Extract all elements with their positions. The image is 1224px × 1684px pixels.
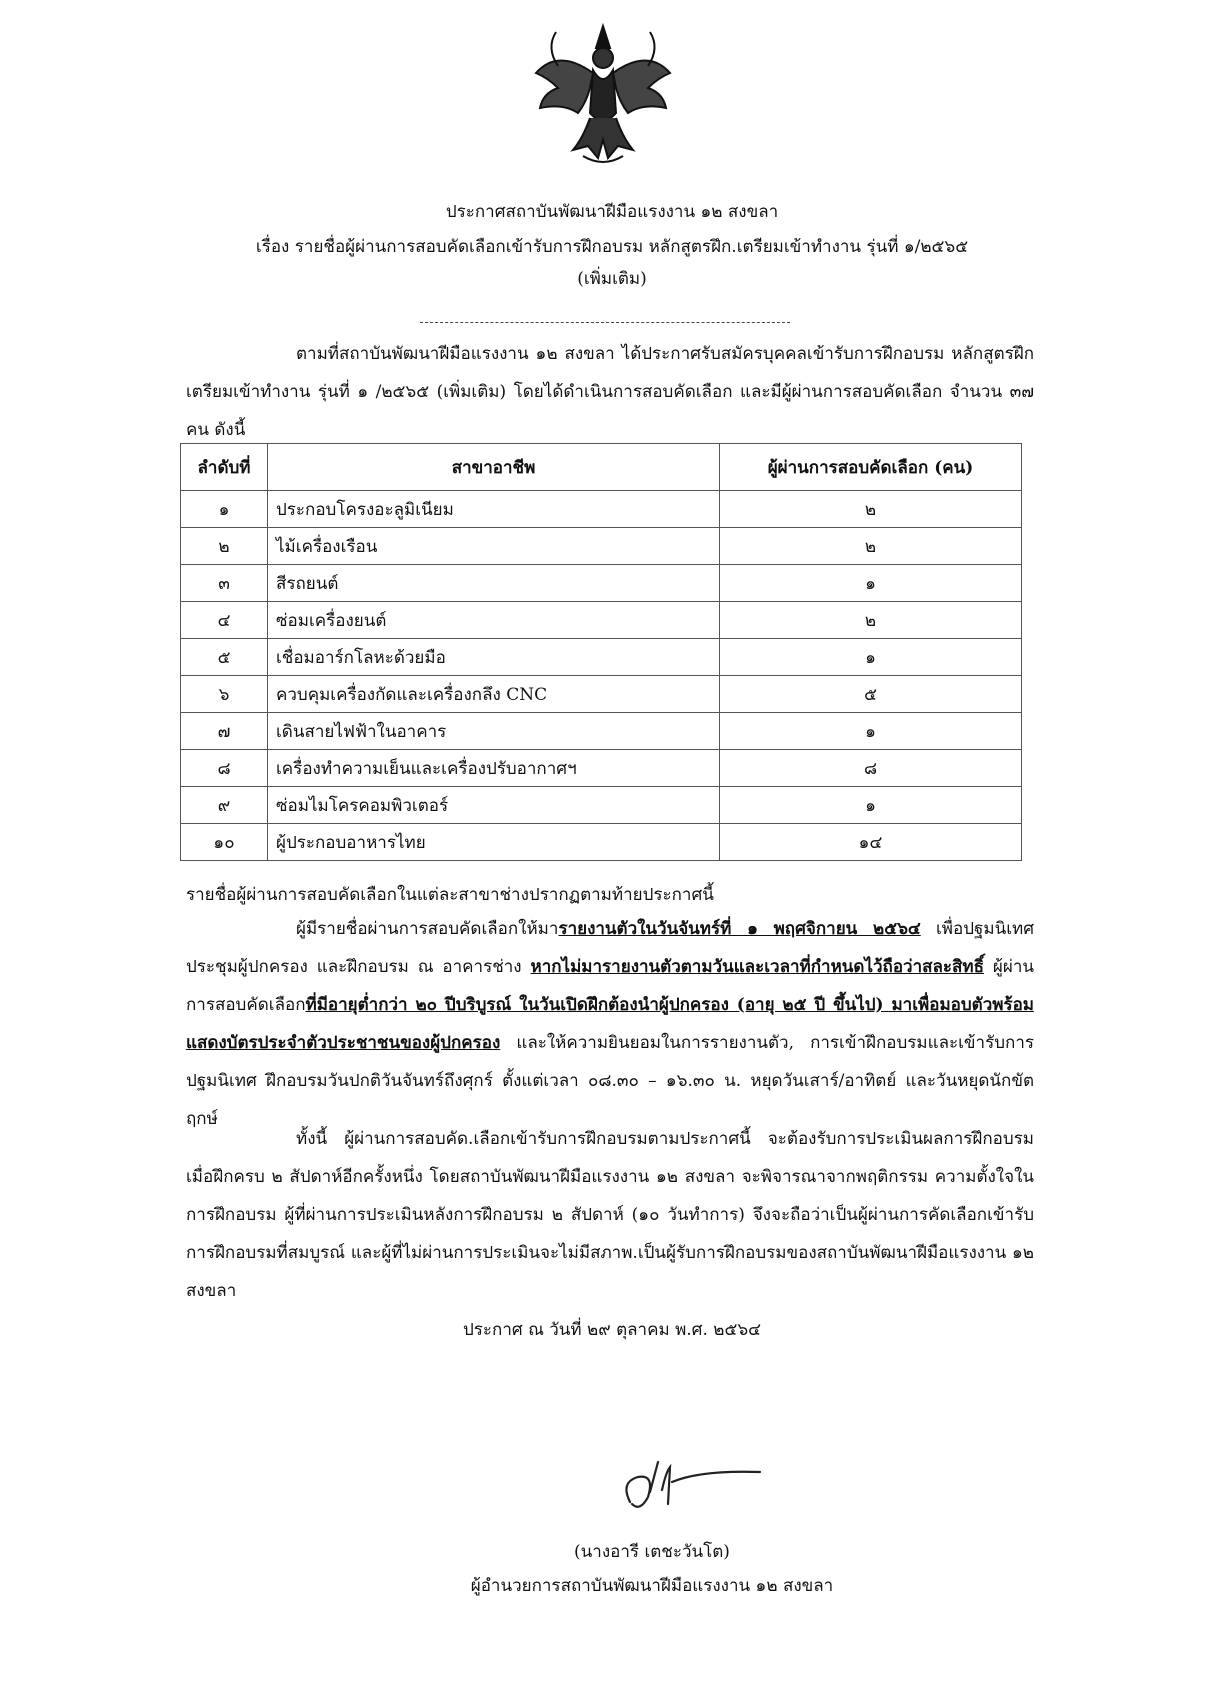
row-branch: ประกอบโครงอะลูมิเนียม <box>268 491 720 528</box>
row-order: ๑ <box>181 491 268 528</box>
signature-icon <box>610 1442 770 1532</box>
table-row <box>181 565 1022 602</box>
row-order: ๗ <box>181 713 268 750</box>
row-order: ๙ <box>181 787 268 824</box>
evaluation-paragraph: ทั้งนี้ ผู้ผ่านการสอบคัด.เลือกเข้ารับการฝึกอบรมตามประกาศนี้ จะต้องรับการประเมินผลการฝึกอบรมเมื่อฝึกครบ ๒ สัปดาห์อีกครั้งหนึ่ง โดยสถาบันพัฒนาฝีมือแรงงาน ๑๒ สงขลา จะพิจารณาจากพฤติกรรม ความตั้งใจในการฝึกอบรม ผู้ที่ผ่านการประเมินหลังการฝึกอบรม ๒ สัปดาห์ (๑๐ วันทำการ) จึงจะถือว่าเป็นผู้ผ่านการคัดเลือกเข้ารับการฝึกอบรมที่สมบูรณ์ และผู้ที่ไม่ผ่านการประเมินจะไม่มีสภาพ.เป็นผู้รับการฝึกอบรมของสถาบันพัฒนาฝีมือแรงงาน ๑๒ สงขลา <box>186 1129 1034 1301</box>
row-branch: เดินสายไฟฟ้าในอาคาร <box>268 713 720 750</box>
row-count: ๒ <box>720 602 1022 639</box>
addendum-label: (เพิ่มเติม) <box>577 269 647 289</box>
table-row <box>181 824 1022 861</box>
signer-position: ผู้อำนวยการสถาบันพัฒนาฝีมือแรงงาน ๑๒ สงขลา <box>470 1576 834 1596</box>
row-branch: ซ่อมไมโครคอมพิวเตอร์ <box>268 787 720 824</box>
report-paragraph <box>186 910 1034 1138</box>
forfeit-notice-underlined: หากไม่มารายงานตัวตามวันและเวลาที่กำหนดไว้ถือว่าสละสิทธิ์ <box>530 957 985 977</box>
subject-line: เรื่อง รายชื่อผู้ผ่านการสอบคัดเลือกเข้ารับการฝึกอบรม หลักสูตรฝึก.เตรียมเข้าทำงาน รุ่นที่ ๑/๒๕๖๕ <box>255 237 969 257</box>
row-count: ๑ <box>720 639 1022 676</box>
row-count: ๑ <box>720 787 1022 824</box>
row-count: ๑ <box>720 565 1022 602</box>
row-count: ๕ <box>720 676 1022 713</box>
row-order: ๖ <box>181 676 268 713</box>
report-text-4: และให้ความยินยอมในการรายงานตัว, การเข้าฝึกอบรมและเข้ารับการปฐมนิเทศ ฝึกอบรมวันปกติวันจันทร์ถึงศุกร์ ตั้งแต่เวลา ๐๘.๓๐ – ๑๖.๓๐ น. หยุดวันเสาร์/อาทิตย์ และวันหยุดนักขัตฤกษ์ <box>186 1033 1034 1129</box>
row-order: ๓ <box>181 565 268 602</box>
row-branch: เครื่องทำความเย็นและเครื่องปรับอากาศฯ <box>268 750 720 787</box>
table-header-row <box>181 444 1022 491</box>
garuda-emblem-icon <box>528 18 678 168</box>
table-row <box>181 602 1022 639</box>
report-text-2: เพื่อปฐมนิเทศ ประชุมผู้ปกครอง และฝึกอบรม ณ อาคารช่าง <box>186 919 1035 977</box>
row-branch: ซ่อมเครื่องยนต์ <box>268 602 720 639</box>
after-table-note: รายชื่อผู้ผ่านการสอบคัดเลือกในแต่ละสาขาช่างปรากฏตามท้ายประกาศนี้ <box>186 885 714 905</box>
report-text-3: ผู้ผ่านการสอบคัดเลือก <box>186 957 1034 1015</box>
table-row <box>181 639 1022 676</box>
table-row <box>181 676 1022 713</box>
guardian-requirement-underlined: ที่มีอายุต่ำกว่า ๒๐ ปีบริบูรณ์ ในวันเปิดฝึกต้องนำผู้ปกครอง (อายุ ๒๕ ปี ขึ้นไป) มาเพื่อมอบตัวพร้อมแสดงบัตรประจำตัวประชาชนของผู้ปกครอง <box>186 995 1034 1053</box>
row-count: ๒ <box>720 528 1022 565</box>
row-order: ๘ <box>181 750 268 787</box>
row-order: ๕ <box>181 639 268 676</box>
row-order: ๒ <box>181 528 268 565</box>
row-branch: สีรถยนต์ <box>268 565 720 602</box>
col-header-branch: สาขาอาชีพ <box>268 444 720 491</box>
row-order: ๑๐ <box>181 824 268 861</box>
row-count: ๘ <box>720 750 1022 787</box>
table-row <box>181 750 1022 787</box>
table-row <box>181 787 1022 824</box>
org-title: ประกาศสถาบันพัฒนาฝีมือแรงงาน ๑๒ สงขลา <box>445 202 779 222</box>
signer-name: (นางอารี เตชะวันโต) <box>574 1542 730 1562</box>
intro-paragraph: ตามที่สถาบันพัฒนาฝีมือแรงงาน ๑๒ สงขลา ได้ประกาศรับสมัครบุคคลเข้ารับการฝึกอบรม หลักสูตรฝึกเตรียมเข้าทำงาน รุ่นที่ ๑ /๒๕๖๕ (เพิ่มเติม) โดยได้ดำเนินการสอบคัดเลือก และมีผู้ผ่านการสอบคัดเลือก จำนวน ๓๗ คน ดังนี้ <box>186 344 1034 440</box>
row-count: ๒ <box>720 491 1022 528</box>
results-table <box>180 443 1022 861</box>
table-row <box>181 528 1022 565</box>
row-order: ๔ <box>181 602 268 639</box>
row-branch: ไม้เครื่องเรือน <box>268 528 720 565</box>
row-count: ๑ <box>720 713 1022 750</box>
row-count: ๑๔ <box>720 824 1022 861</box>
table-row <box>181 491 1022 528</box>
col-header-count: ผู้ผ่านการสอบคัดเลือก (คน) <box>720 444 1022 491</box>
row-branch: เชื่อมอาร์กโลหะด้วยมือ <box>268 639 720 676</box>
row-branch: ควบคุมเครื่องกัดและเครื่องกลึง CNC <box>268 676 720 713</box>
report-text-1: ผู้มีรายชื่อผ่านการสอบคัดเลือกให้มา <box>296 919 559 939</box>
table-row <box>181 713 1022 750</box>
col-header-order: ลำดับที่ <box>181 444 268 491</box>
row-branch: ผู้ประกอบอาหารไทย <box>268 824 720 861</box>
announcement-date: ประกาศ ณ วันที่ ๒๙ ตุลาคม พ.ศ. ๒๕๖๔ <box>462 1320 762 1340</box>
dashed-divider <box>420 322 790 323</box>
report-date-underlined: รายงานตัวในวันจันทร์ที่ ๑ พฤศจิกายน ๒๕๖๔ <box>558 919 921 939</box>
